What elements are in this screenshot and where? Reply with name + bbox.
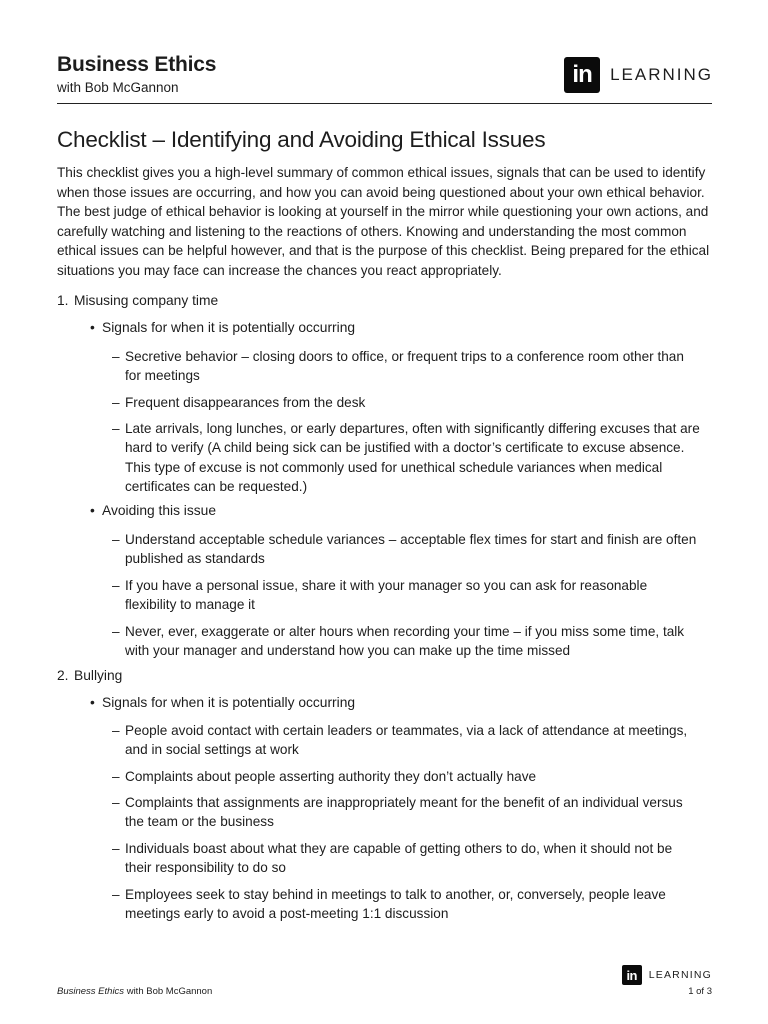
dash-icon: –	[112, 532, 120, 547]
subsection-label: Signals for when it is potentially occurring	[102, 695, 356, 710]
dash-icon: –	[112, 769, 120, 784]
section-number: 2.	[57, 668, 69, 683]
subsection-label: Avoiding this issue	[102, 503, 217, 518]
subsection-heading	[90, 695, 355, 710]
list-item	[112, 393, 702, 412]
list-item-text: Employees seek to stay behind in meetings to talk to another, or, conversely, people leave meetings early to avoid a post-meeting 1:1 discussion	[125, 887, 666, 922]
list-item	[112, 839, 702, 878]
bullet-icon: •	[90, 503, 95, 518]
linkedin-in-icon: in	[622, 965, 642, 985]
list-item	[112, 347, 702, 386]
course-title: Business Ethics	[57, 53, 217, 76]
page-number: 1 of 3	[688, 986, 712, 997]
section-number: 1.	[57, 293, 69, 308]
subsection-heading	[90, 503, 216, 518]
list-item-text: Individuals boast about what they are capable of getting others to do, when it should not be their responsibility to do so	[125, 841, 673, 876]
list-item	[112, 767, 702, 786]
section-heading	[57, 668, 122, 683]
dash-icon: –	[112, 421, 120, 436]
learning-wordmark: LEARNING	[610, 65, 713, 84]
list-item	[112, 622, 702, 661]
dash-icon: –	[112, 887, 120, 902]
dash-icon: –	[112, 395, 120, 410]
footer-course-credit	[57, 986, 212, 997]
list-item-text: Secretive behavior – closing doors to office, or frequent trips to a conference room other than for meetings	[125, 349, 684, 384]
dash-icon: –	[112, 723, 120, 738]
document-title: Checklist – Identifying and Avoiding Ethical Issues	[57, 127, 546, 152]
dash-icon: –	[112, 795, 120, 810]
dash-icon: –	[112, 349, 120, 364]
footer-course-title: Business Ethics	[57, 986, 125, 997]
header-divider	[57, 103, 712, 104]
linkedin-learning-logo	[564, 57, 713, 93]
subsection-heading	[90, 320, 355, 335]
linkedin-in-icon: in	[564, 57, 600, 93]
bullet-icon: •	[90, 320, 95, 335]
list-item	[112, 885, 702, 924]
intro-paragraph: This checklist gives you a high-level summary of common ethical issues, signals that can be used to identify when those issues are occurring, and how you can avoid being questioned about your own ethical behavior. The best judge of ethical behavior is looking at yourself in the mirror while questioning your own actions, and carefully watching and listening to the reactions of others. Knowing and understanding the most common ethical issues can be helpful however, and that is the purpose of this checklist. Being prepared for the ethical situations you may face can increase the chances you react appropriately.	[57, 165, 710, 278]
list-item-text: Understand acceptable schedule variances – acceptable flex times for start and finish are often published as standards	[125, 532, 697, 567]
section-title: Bullying	[74, 668, 123, 683]
list-item	[112, 721, 702, 760]
list-item	[112, 419, 702, 496]
dash-icon: –	[112, 624, 120, 639]
list-item	[112, 793, 702, 832]
list-item-text: Frequent disappearances from the desk	[125, 395, 366, 410]
list-item-text: Complaints that assignments are inappropriately meant for the benefit of an individual versus the team or the business	[125, 795, 683, 830]
section-title: Misusing company time	[74, 293, 219, 308]
list-item-text: Late arrivals, long lunches, or early departures, often with significantly differing excuses that are hard to verify (A child being sick can be justified with a doctor’s certificate to excuse absence. This type of excuse is not commonly used for unethical schedule variances when medical certificates can be requested.)	[125, 421, 700, 494]
subsection-label: Signals for when it is potentially occurring	[102, 320, 356, 335]
list-item-text: If you have a personal issue, share it with your manager so you can ask for reasonable flexibility to manage it	[125, 578, 648, 613]
section-heading	[57, 293, 218, 308]
learning-wordmark: LEARNING	[648, 969, 712, 981]
bullet-icon: •	[90, 695, 95, 710]
footer-course-author: with Bob McGannon	[124, 986, 213, 997]
list-item	[112, 576, 702, 615]
list-item-text: Never, ever, exaggerate or alter hours when recording your time – if you miss some time, talk with your manager and understand how you can make up the time missed	[125, 624, 685, 659]
list-item	[112, 530, 702, 569]
footer-linkedin-learning-logo	[622, 965, 712, 985]
dash-icon: –	[112, 841, 120, 856]
list-item-text: People avoid contact with certain leaders or teammates, via a lack of attendance at meetings, and in social settings at work	[125, 723, 688, 758]
list-item-text: Complaints about people asserting authority they don’t actually have	[125, 769, 537, 784]
dash-icon: –	[112, 578, 120, 593]
course-author: with Bob McGannon	[57, 80, 179, 95]
